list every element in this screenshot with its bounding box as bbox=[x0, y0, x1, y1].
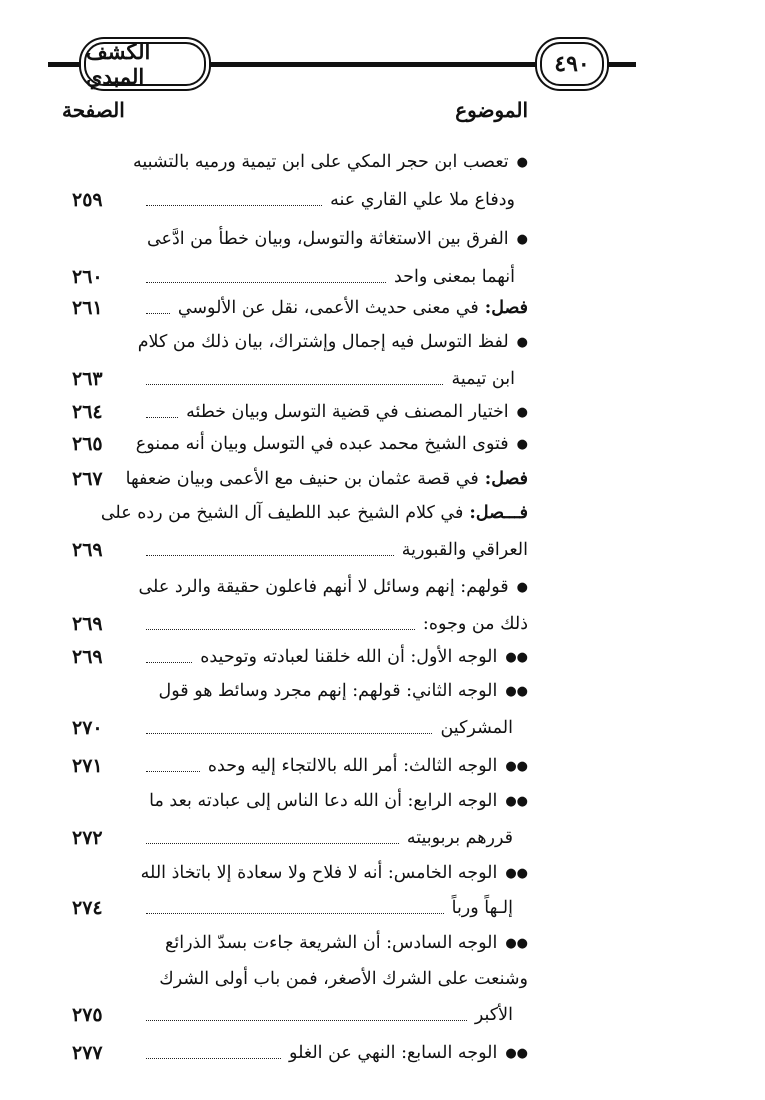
toc-line bbox=[140, 819, 513, 857]
chapter-label: فصل: bbox=[484, 469, 528, 489]
header-rule-left bbox=[48, 62, 82, 67]
entry-text: إلـهاً ورباً bbox=[451, 898, 513, 918]
entry-text: ذلك من وجوه: bbox=[422, 614, 528, 634]
bullet-mark: ● bbox=[516, 579, 528, 595]
dot-leader bbox=[146, 555, 394, 556]
bullet-mark: ●● bbox=[505, 758, 528, 774]
entry-text: الوجه السابع: النهي عن الغلو bbox=[289, 1043, 498, 1063]
entry-page-number: ٢٦٩ bbox=[72, 539, 103, 561]
toc-line bbox=[140, 1034, 528, 1072]
entry-text: المشركين bbox=[440, 718, 513, 738]
toc-line bbox=[140, 747, 528, 785]
entry-text: في قصة عثمان بن حنيف مع الأعمى وبيان ضعفها bbox=[125, 469, 479, 489]
entry-text: الوجه الثاني: قولهم: إنهم مجرد وسائط هو قول bbox=[158, 681, 498, 701]
entry-text: ابن تيمية bbox=[451, 369, 515, 389]
entry-page-number: ٢٧٥ bbox=[72, 1004, 103, 1026]
topic-column-heading: الموضوع bbox=[455, 98, 528, 122]
entry-text: الوجه الثالث: أمر الله بالالتجاء إليه وحده bbox=[207, 756, 498, 776]
toc-line bbox=[149, 782, 528, 820]
entry-page-number: ٢٧٠ bbox=[72, 717, 103, 739]
bullet-mark: ●● bbox=[505, 649, 528, 665]
toc-line bbox=[140, 531, 528, 569]
entry-text: ودفاع ملا علي القاري عنه bbox=[330, 190, 515, 210]
entry-text: الوجه الخامس: أنه لا فلاح ولا سعادة إلا باتخاذ الله bbox=[140, 863, 498, 883]
bullet-mark: ●● bbox=[505, 793, 528, 809]
bullet-mark: ● bbox=[516, 404, 528, 420]
entry-text: فتوى الشيخ محمد عبده في التوسل وبيان أنه ممنوع bbox=[135, 434, 509, 454]
toc-line bbox=[133, 143, 528, 181]
entry-text: لفظ التوسل فيه إجمال وإشتراك، بيان ذلك من كلام bbox=[137, 332, 509, 352]
toc-line bbox=[125, 460, 528, 498]
dot-leader bbox=[146, 662, 192, 663]
dot-leader bbox=[146, 771, 200, 772]
entry-text: قررهم بربوبيته bbox=[406, 828, 513, 848]
toc-line bbox=[140, 709, 513, 747]
dot-leader bbox=[146, 313, 170, 314]
entry-page-number: ٢٦٩ bbox=[72, 613, 103, 635]
toc-line bbox=[140, 996, 513, 1034]
entry-text: أنهما بمعنى واحد bbox=[394, 267, 515, 287]
dot-leader bbox=[146, 282, 386, 283]
dot-leader bbox=[146, 843, 399, 844]
page-column-heading: الصفحة bbox=[62, 98, 125, 122]
bullet-mark: ● bbox=[516, 154, 528, 170]
entry-text: قولهم: إنهم وسائل لا أنهم فاعلون حقيقة والرد على bbox=[138, 577, 509, 597]
entry-text: وشنعت على الشرك الأصغر، فمن باب أولى الشرك bbox=[159, 969, 528, 989]
toc-line bbox=[140, 181, 515, 219]
entry-page-number: ٢٦١ bbox=[72, 297, 103, 319]
bullet-mark: ● bbox=[516, 334, 528, 350]
toc-line bbox=[138, 568, 528, 606]
entry-page-number: ٢٧٧ bbox=[72, 1042, 103, 1064]
dot-leader bbox=[146, 417, 178, 418]
entry-page-number: ٢٧٢ bbox=[72, 827, 103, 849]
entry-page-number: ٢٦٩ bbox=[72, 646, 103, 668]
dot-leader bbox=[146, 384, 443, 385]
chapter-label: فـــصل: bbox=[469, 503, 528, 523]
entry-text: تعصب ابن حجر المكي على ابن تيمية ورميه بالتشبيه bbox=[132, 152, 509, 172]
header-rule-right bbox=[604, 62, 636, 67]
entry-page-number: ٢٦٧ bbox=[72, 468, 103, 490]
entry-page-number: ٢٦٥ bbox=[72, 433, 103, 455]
entry-text: الأكبر bbox=[474, 1005, 513, 1025]
entry-page-number: ٢٧١ bbox=[72, 755, 103, 777]
toc-line bbox=[138, 323, 528, 361]
entry-page-number: ٢٦٠ bbox=[72, 266, 103, 288]
toc-line bbox=[140, 638, 528, 676]
entry-text: في كلام الشيخ عبد اللطيف آل الشيخ من رده على bbox=[100, 503, 464, 523]
toc-line bbox=[165, 924, 528, 962]
dot-leader bbox=[146, 1058, 281, 1059]
dot-leader bbox=[146, 205, 322, 206]
toc-line bbox=[140, 289, 528, 327]
bullet-mark: ●● bbox=[505, 935, 528, 951]
running-title: الكشف المبدي bbox=[84, 42, 206, 86]
dot-leader bbox=[146, 913, 444, 914]
toc-line bbox=[140, 889, 513, 927]
header-rule-middle bbox=[208, 62, 536, 67]
toc-line bbox=[159, 960, 528, 998]
dot-leader bbox=[146, 629, 415, 630]
toc-line bbox=[141, 854, 528, 892]
entry-text: الوجه الرابع: أن الله دعا الناس إلى عبادته بعد ما bbox=[149, 791, 498, 811]
entry-text: اختيار المصنف في قضية التوسل وبيان خطئه bbox=[186, 402, 509, 422]
toc-line bbox=[135, 425, 528, 463]
entry-text: الوجه السادس: أن الشريعة جاءت بسدّ الذرائع bbox=[165, 933, 498, 953]
bullet-mark: ●● bbox=[505, 683, 528, 699]
entry-page-number: ٢٧٤ bbox=[72, 897, 103, 919]
entry-page-number: ٢٦٣ bbox=[72, 368, 103, 390]
chapter-label: فصل: bbox=[484, 298, 528, 318]
dot-leader bbox=[146, 733, 432, 734]
entry-text: الوجه الأول: أن الله خلقنا لعبادته وتوحيده bbox=[200, 647, 498, 667]
entry-page-number: ٢٦٤ bbox=[72, 401, 103, 423]
entry-text: الفرق بين الاستغاثة والتوسل، وبيان خطأ من ادَّعى bbox=[146, 229, 509, 249]
bullet-mark: ●● bbox=[505, 1045, 528, 1061]
page-number: ٤٩٠ bbox=[540, 42, 604, 86]
dot-leader bbox=[146, 1020, 467, 1021]
toc-line bbox=[101, 494, 528, 532]
toc-line bbox=[159, 672, 528, 710]
entry-text: في معنى حديث الأعمى، نقل عن الألوسي bbox=[177, 298, 479, 318]
entry-page-number: ٢٥٩ bbox=[72, 189, 103, 211]
bullet-mark: ●● bbox=[505, 865, 528, 881]
bullet-mark: ● bbox=[516, 436, 528, 452]
toc-line bbox=[147, 220, 528, 258]
entry-text: العراقي والقبورية bbox=[401, 540, 528, 560]
bullet-mark: ● bbox=[516, 231, 528, 247]
